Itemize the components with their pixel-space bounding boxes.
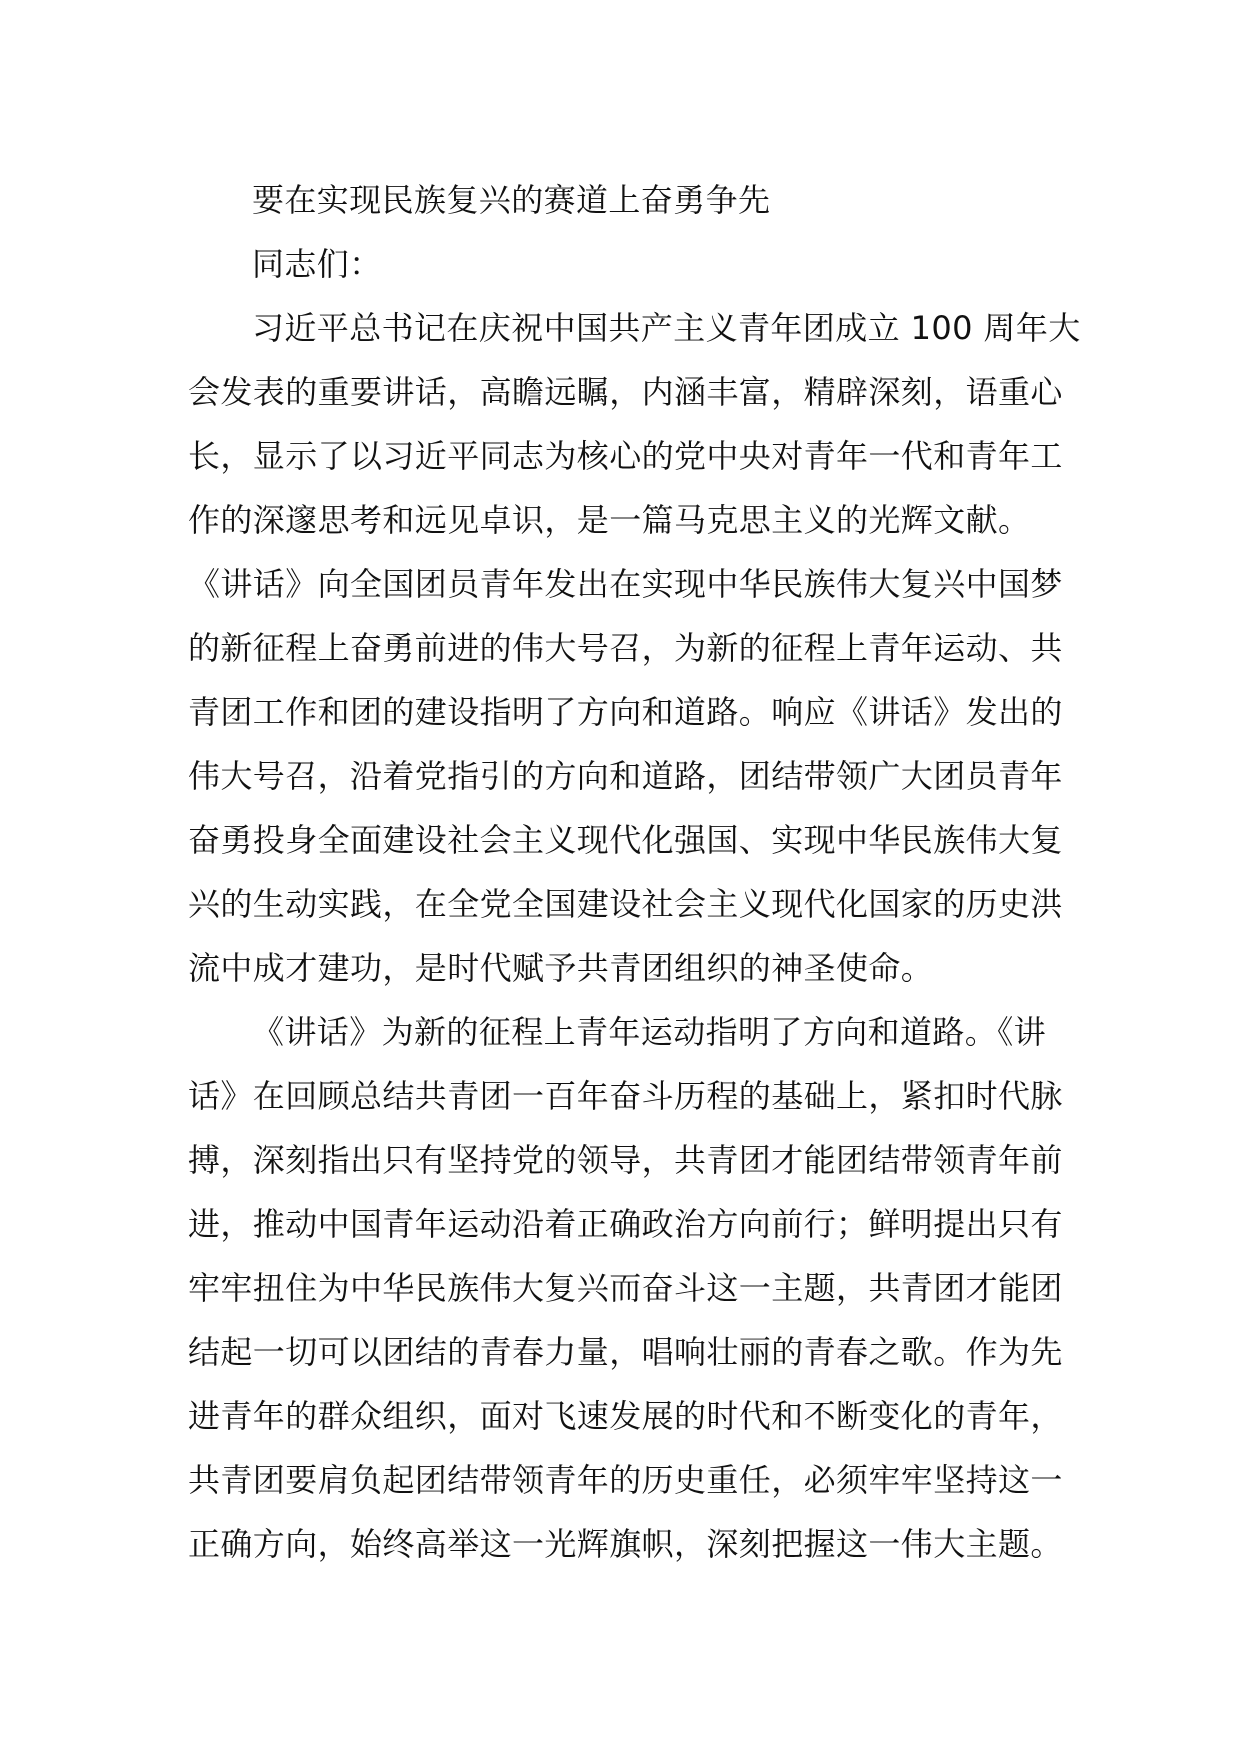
paragraph-1-line: 的新征程上奋勇前进的伟大号召，为新的征程上青年运动、共 <box>188 629 1063 667</box>
paragraph-1-line: 青团工作和团的建设指明了方向和道路。响应《讲话》发出的 <box>188 693 1063 731</box>
paragraph-2-line: 《讲话》为新的征程上青年运动指明了方向和道路。《讲 <box>252 1013 1047 1051</box>
paragraph-1-line: 作的深邃思考和远见卓识，是一篇马克思主义的光辉文献。 <box>188 501 1031 539</box>
paragraph-2-line: 共青团要肩负起团结带领青年的历史重任，必须牢牢坚持这一 <box>188 1461 1063 1499</box>
paragraph-2-line: 进，推动中国青年运动沿着正确政治方向前行；鲜明提出只有 <box>188 1205 1063 1243</box>
paragraph-1 <box>188 296 1081 1000</box>
paragraph-2-line: 牢牢扭住为中华民族伟大复兴而奋斗这一主题，共青团才能团 <box>188 1269 1063 1307</box>
paragraph-2-line: 话》在回顾总结共青团一百年奋斗历程的基础上，紧扣时代脉 <box>188 1077 1063 1115</box>
paragraph-2 <box>188 1000 1063 1576</box>
salutation: 同志们： <box>252 245 382 283</box>
paragraph-2-line: 结起一切可以团结的青春力量，唱响壮丽的青春之歌。作为先 <box>188 1333 1063 1371</box>
paragraph-1-line: 会发表的重要讲话，高瞻远瞩，内涵丰富，精辟深刻，语重心 <box>188 373 1063 411</box>
paragraph-1-line: 长，显示了以习近平同志为核心的党中央对青年一代和青年工 <box>188 437 1063 475</box>
paragraph-1-line: 习近平总书记在庆祝中国共产主义青年团成立 100 周年大 <box>252 309 1081 347</box>
paragraph-1-line: 兴的生动实践，在全党全国建设社会主义现代化国家的历史洪 <box>188 885 1063 923</box>
paragraph-1-line: 奋勇投身全面建设社会主义现代化强国、实现中华民族伟大复 <box>188 821 1063 859</box>
paragraph-1-line: 流中成才建功，是时代赋予共青团组织的神圣使命。 <box>188 949 934 987</box>
paragraph-2-line: 搏，深刻指出只有坚持党的领导，共青团才能团结带领青年前 <box>188 1141 1063 1179</box>
paragraph-1-line: 《讲话》向全国团员青年发出在实现中华民族伟大复兴中国梦 <box>188 565 1063 603</box>
document-title: 要在实现民族复兴的赛道上奋勇争先 <box>252 181 771 219</box>
paragraph-1-line: 伟大号召，沿着党指引的方向和道路，团结带领广大团员青年 <box>188 757 1063 795</box>
paragraph-2-line: 正确方向，始终高举这一光辉旗帜，深刻把握这一伟大主题。 <box>188 1525 1063 1563</box>
paragraph-2-line: 进青年的群众组织，面对飞速发展的时代和不断变化的青年， <box>188 1397 1063 1435</box>
document-body <box>188 168 1081 1576</box>
